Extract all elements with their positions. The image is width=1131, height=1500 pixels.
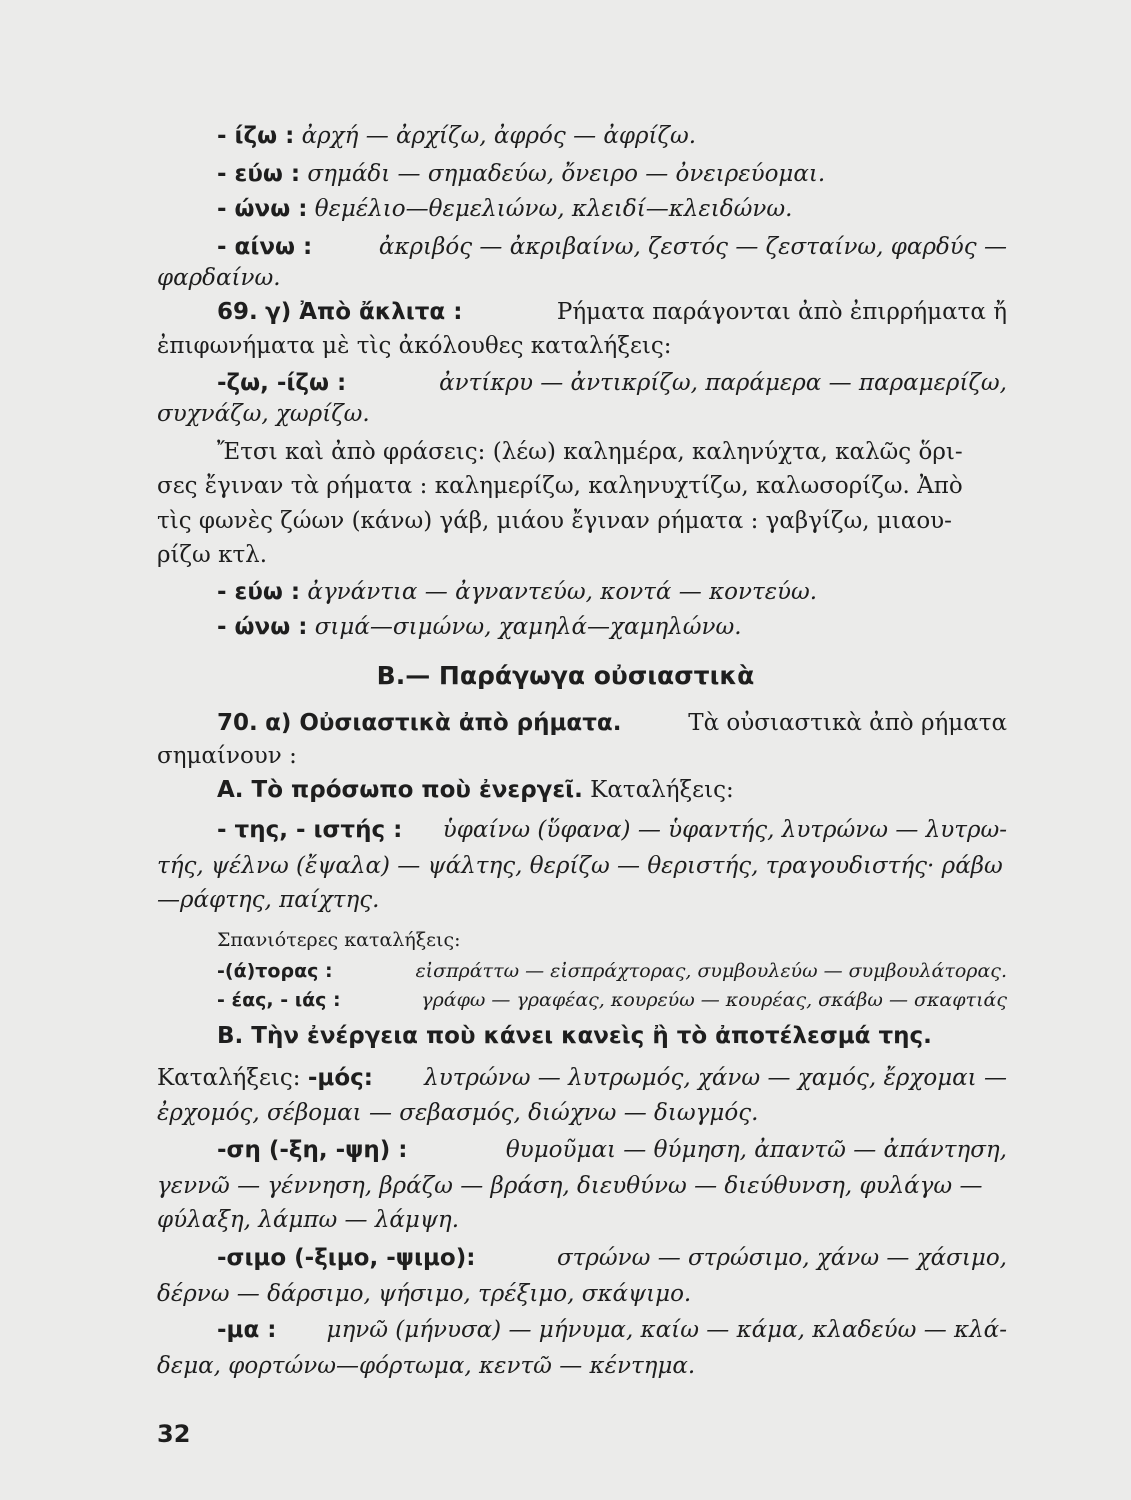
text-line: φύλαξη, λάμπω — λάμψη. bbox=[157, 1207, 459, 1233]
suffix-line-aino: - αίνω : ἀκριβός — ἀκριβαίνω, ζεστός — ζεσταίνω, φαρδύς — bbox=[217, 234, 1007, 260]
subsection-b: Β. Τὴν ἐνέργεια ποὺ κάνει κανεὶς ἢ τὸ ἀποτέλεσμά της. bbox=[217, 1023, 932, 1049]
text-line: —ράφτης, παίχτης. bbox=[157, 887, 380, 913]
text-line: Ἔτσι καὶ ἀπὸ φράσεις: (λέω) καλημέρα, καληνύχτα, καλῶς ὅρι- bbox=[217, 439, 963, 465]
suffix-line-ono: - ώνω : θεμέλιο—θεμελιώνω, κλειδί—κλειδώνω. bbox=[217, 196, 793, 222]
subsection-a: Α. Τὸ πρόσωπο ποὺ ἐνεργεῖ. Καταλήξεις: bbox=[217, 777, 734, 803]
text-line: δεμα, φορτώνω—φόρτωμα, κεντῶ — κέντημα. bbox=[157, 1353, 696, 1379]
suffix-line-euo-2: - εύω : ἀγνάντια — ἀγναντεύω, κοντά — κοντεύω. bbox=[217, 579, 818, 605]
suffix-line-mos: Καταλήξεις: -μός: λυτρώνω — λυτρωμός, χάνω — χαμός, ἔρχομαι — bbox=[157, 1065, 1007, 1091]
suffix-line-ono-2: - ώνω : σιμά—σιμώνω, χαμηλά—χαμηλώνω. bbox=[217, 614, 742, 640]
text-line: γεννῶ — γέννηση, βράζω — βράση, διευθύνω — διεύθυνση, φυλάγω — bbox=[157, 1173, 983, 1199]
section-heading-b: Β.— Παράγωγα οὐσιαστικὰ bbox=[376, 661, 755, 690]
text-line: τὶς φωνὲς ζώων (κάνω) γάβ, μιάου ἔγιναν ρήματα : γαβγίζω, μιαου- bbox=[157, 508, 952, 534]
suffix-line-izo: - ίζω : ἀρχή — ἀρχίζω, ἀφρός — ἀφρίζω. bbox=[217, 123, 697, 149]
text-line: δέρνω — δάρσιμο, ψήσιμο, τρέξιμο, σκάψιμο. bbox=[157, 1281, 692, 1307]
suffix-line-tis: - της, - ιστής : ὑφαίνω (ὕφανα) — ὑφαντής, λυτρώνω — λυτρω- bbox=[217, 817, 1007, 843]
suffix-line-zo: -ζω, -ίζω : ἀντίκρυ — ἀντικρίζω, παράμερα — παραμερίζω, bbox=[217, 370, 1007, 396]
section-70-heading: 70. α) Οὐσιαστικὰ ἀπὸ ρήματα. Τὰ οὐσιαστικὰ ἀπὸ ρήματα bbox=[217, 710, 1007, 736]
text-line: φαρδαίνω. bbox=[157, 265, 281, 291]
suffix-line-atoras: -(ά)τορας : εἰσπράττω — εἰσπράχτορας, συμβουλεύω — συμβουλάτορας. bbox=[217, 960, 1007, 982]
suffix-line-euo: - εύω : σημάδι — σημαδεύω, ὄνειρο — ὀνειρεύομαι. bbox=[217, 161, 826, 187]
suffix-line-eas: - έας, - ιάς : γράφω — γραφέας, κουρεύω — κουρέας, σκάβω — σκαφτιάς bbox=[217, 989, 1007, 1011]
text-line: ἐπιφωνήματα μὲ τὶς ἀκόλουθες καταλήξεις: bbox=[157, 333, 672, 359]
text-line: σημαίνουν : bbox=[157, 743, 297, 769]
text-line: σες ἔγιναν τὰ ρήματα : καλημερίζω, καληνυχτίζω, καλωσορίζω. Ἀπὸ bbox=[157, 473, 963, 499]
text-line: τής, ψέλνω (ἔψαλα) — ψάλτης, θερίζω — θεριστής, τραγουδιστής· ράβω bbox=[157, 853, 1003, 879]
page-number: 32 bbox=[157, 1420, 191, 1448]
text-line: Σπανιότερες καταλήξεις: bbox=[217, 929, 461, 951]
suffix-line-simo: -σιμο (-ξιμο, -ψιμο): στρώνω — στρώσιμο, χάνω — χάσιμο, bbox=[217, 1245, 1007, 1271]
suffix-line-ma: -μα : μηνῶ (μήνυσα) — μήνυμα, καίω — κάμα, κλαδεύω — κλά- bbox=[217, 1317, 1007, 1343]
text-line: ρίζω κτλ. bbox=[157, 542, 268, 568]
suffix-line-si: -ση (-ξη, -ψη) : θυμοῦμαι — θύμηση, ἀπαντῶ — ἀπάντηση, bbox=[217, 1137, 1007, 1163]
section-69-heading: 69. γ) Ἀπὸ ἄκλιτα : Ρήματα παράγονται ἀπὸ ἐπιρρήματα ἤ bbox=[217, 299, 1007, 325]
text-line: συχνάζω, χωρίζω. bbox=[157, 401, 370, 427]
text-line: ἐρχομός, σέβομαι — σεβασμός, διώχνω — διωγμός. bbox=[157, 1100, 759, 1126]
